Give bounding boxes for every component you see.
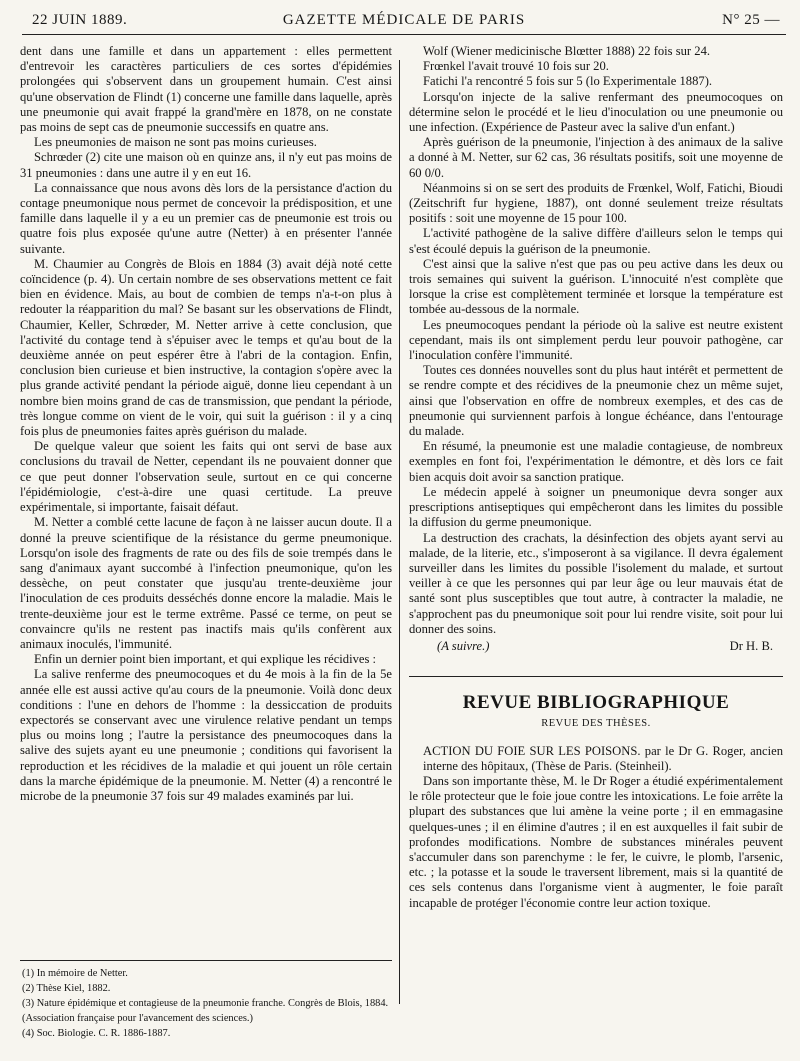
paragraph: Lorsqu'on injecte de la salive renfermant des pneumocoques on détermine selon le procédé et le lieu d'inoculation ou une pneumonie ou une infection. (Expérience de Pasteur avec la salive d'un enfant.) [409, 89, 783, 135]
continuation-line [409, 639, 783, 654]
paragraph: C'est ainsi que la salive n'est que pas ou peu active dans les deux ou trois semaines qui suivent la guérison. L'innocuité n'est complète que lorsque la crise est complètement terminée et lorsque la température est tombée au-dessous de la normale. [409, 256, 783, 317]
footnote: (3) Nature épidémique et contagieuse de la pneumonie franche. Congrès de Blois, 1884. (Association française pour l'avancement des sciences.) [22, 998, 389, 1024]
paragraph: La destruction des crachats, la désinfection des objets ayant servi au malade, de la literie, etc., s'imposeront à sa vigilance. Il devra également surveiller dans les limites du possible l'isolement du malade, et surtout veiller à ce que les personnes qui par leur âge ou leur mauvais état de santé sont plus susceptibles que tout autre, à contracter la maladie, ne s'approchent pas du pneumonique soit pour lui rendre visite, soit pour lui donner des soins. [409, 530, 783, 636]
header-title: GAZETTE MÉDICALE DE PARIS [282, 12, 526, 28]
paragraph: De quelque valeur que soient les faits qui ont servi de base aux conclusions du travail de Netter, cependant ils ne pouvaient donner que ce que peut donner l'observation seule, surtout en ce qui concerne l'épidémiologie, c'est-à-dire une quasi certitude. La preuve expérimentale, si importante, faisait défaut. [20, 439, 392, 515]
paragraph: Les pneumonies de maison ne sont pas moins curieuses. [34, 135, 317, 150]
paragraph: M. Netter a comblé cette lacune de façon à ne laisser aucun doute. Il a donné la preuve scientifique de la résistance du germe pneumonique. Lorsqu'on isole des fragments de rate ou des fils de soie trempés dans le sang d'animaux ayant succombé à l'infection pneumonique, qu'on les dessèche, on peut constater que jusqu'au trente-deuxième jour l'inoculation de ces produits desséchés donne encore la maladie. Mais le trente-deuxième jour est le terme extrême. Passé ce terme, on peut se convaincre qu'ils ne restent pas inactifs mais qu'ils confèrent aux animaux inoculés, l'immunité. [20, 515, 392, 651]
paragraph: Toutes ces données nouvelles sont du plus haut intérêt et permettent de se rendre compte et des récidives de la pneumonie chez un même sujet, ainsi que l'observation en offre de nombreux exemples, et des cas de pneumonie qui surviennent parfois à longue échéance, dans l'entourage du malade. [409, 363, 783, 439]
paragraph: La connaissance que nous avons dès lors de la persistance d'action du contage pneumonique nous permet de concevoir la prédisposition, et une famille dans laquelle il y a eu un premier cas de pneumonie est trois ou quatre fois plus exposée qu'une autre (Netter) à en présenter l'année suivante. [20, 180, 392, 256]
footnotes-rule [20, 960, 392, 961]
footnotes [22, 966, 394, 1041]
column-divider [399, 60, 400, 1004]
review-body: Dans son importante thèse, M. le Dr Roger a étudié expérimentalement le rôle protecteur que le foie joue contre les intoxications. Le foie arrête la plupart des substances que lui amène la veine porte ; il en emmagasine quelques-unes ; il en élimine d'autres ; il en est auxquelles il fait subir de profondes modifications. Nombre de substances minérales peuvent s'accumuler dans son parenchyme : le fer, le cuivre, le plomb, l'arsenic, etc. ; la potasse et la soude le traversent librement, mais si la quantité de ces sels contenus dans l'organisme vient à augmenter, le foie paraît incapable de protéger l'économie contre leur action toxique. [409, 773, 783, 910]
page-header [22, 6, 786, 35]
section-rule [409, 676, 783, 677]
header-date: 22 JUIN 1889. [32, 12, 128, 28]
footnote: (4) Soc. Biologie. C. R. 1886-1887. [22, 1028, 171, 1039]
author-signature: Dr H. B. [729, 638, 773, 653]
review-title: REVUE BIBLIOGRAPHIQUE [462, 692, 730, 714]
left-column [20, 44, 392, 804]
paragraph: Après guérison de la pneumonie, l'injection à des animaux de la salive a donné à M. Netter, sur 62 cas, 36 résultats positifs, soit une moyenne de 60 0/0. [409, 135, 783, 180]
right-column [409, 44, 783, 911]
review-heading: ACTION DU FOIE SUR LES POISONS. par le Dr G. Roger, ancien interne des hôpitaux, (Thèse de Paris. (Steinheil). [423, 743, 783, 773]
paragraph: Enfin un dernier point bien important, et qui explique les récidives : [34, 652, 377, 667]
paragraph: Les pneumocoques pendant la période où la salive est neutre existent cependant, mais ils ont simplement perdu leur pouvoir pathogène, car l'inoculation confère l'immunité. [409, 317, 783, 363]
header-number: N° 25 — [722, 12, 780, 28]
footnote: (2) Thèse Kiel, 1882. [22, 983, 111, 994]
to-be-continued: (A suivre.) [437, 638, 490, 653]
paragraph: Néanmoins si on se sert des produits de Frœnkel, Wolf, Fatichi, Bioudi (Zeitschrift fur hygiene, 1887), ont donné seulement treize résultats positifs : soit une moyenne de 15 pour 100. [409, 180, 783, 226]
footnote: (1) In mémoire de Netter. [22, 968, 128, 979]
paragraph: En résumé, la pneumonie est une maladie contagieuse, de nombreux exemples en font foi, l'expérimentation le démontre, et dès lors ce fait bien acquis doit avoir sa sanction pratique. [409, 439, 783, 484]
paragraph: La salive renferme des pneumocoques et du 4e mois à la fin de la 5e année elle est aussi active qu'au cours de la pneumonie. Voilà donc deux conditions : l'une en dehors de l'homme : la dessiccation de produits expectorés se conservant avec une virulence relative pendant un temps plus ou moins long ; l'autre la persistance des pneumocoques dans la salive des sujets ayant eu une pneumonie ; conditions qui favorisent la reproduction et les récidives de la maladie et qui jouent un rôle certain dans la marche épidémique de la pneumonie. M. Netter (4) a rencontré le microbe de la pneumonie 37 fois sur 49 malades examinés par lui. [20, 667, 392, 803]
paragraph: Fatichi l'a rencontré 5 fois sur 5 (lo Experimentale 1887). [423, 74, 713, 89]
paragraph: dent dans une famille et dans un appartement : elles permettent d'entrevoir les caractères particuliers de ces sortes d'épidémies prolongées qui s'observent dans un groupement humain. C'est ainsi qu'une observation de Flindt (1) concerne une famille dans laquelle, après une pneumonie qui avait frappé la grand'mère en 1878, on ne constate pas moins de sept cas de pneumonie successifs en quatre ans. [20, 44, 392, 135]
paragraph: Le médecin appelé à soigner un pneumonique devra songer aux prescriptions antiseptiques qui empêcheront dans les limites du possible la diffusion du germe pneumonique. [409, 484, 783, 530]
paragraph: Frœnkel l'avait trouvé 10 fois sur 20. [423, 59, 609, 74]
paragraph: Schrœder (2) cite une maison où en quinze ans, il n'y eut pas moins de 31 pneumonies : dans une autre il y en eut 16. [20, 150, 392, 180]
paragraph: Wolf (Wiener medicinische Blœtter 1888) 22 fois sur 24. [423, 44, 711, 58]
paragraph: M. Chaumier au Congrès de Blois en 1884 (3) avait déjà noté cette coïncidence (p. 4). Un certain nombre de ses observations mettent ce fait bien en évidence. Mais, au bout de combien de temps n'a-t-on plus à redouter la réapparition du mal? Se basant sur les observations de Flindt, Chaumier, Keller, Schrœder, M. Netter arrive à cette conclusion, que l'activité du contage tend à s'épuiser avec le temps et qu'au bout de la deuxième année on peut espérer être à l'abri de la contagion. Enfin, conclusion bien curieuse et bien instructive, la contagion s'opère avec la plus grande activité pendant la période aiguë, donne lieu cependant à un nombre bien moins grand de cas de transmission, que pendant la période, très longue comme on vient de le voir, qui suit la guérison : il y a cinq fois plus de pneumonies faites après guérison du malade. [20, 256, 392, 439]
review-subtitle: REVUE DES THÈSES. [541, 718, 651, 730]
paragraph: L'activité pathogène de la salive diffère d'ailleurs selon le temps qui s'est écoulé depuis la guérison de la pneumonie. [409, 226, 783, 256]
